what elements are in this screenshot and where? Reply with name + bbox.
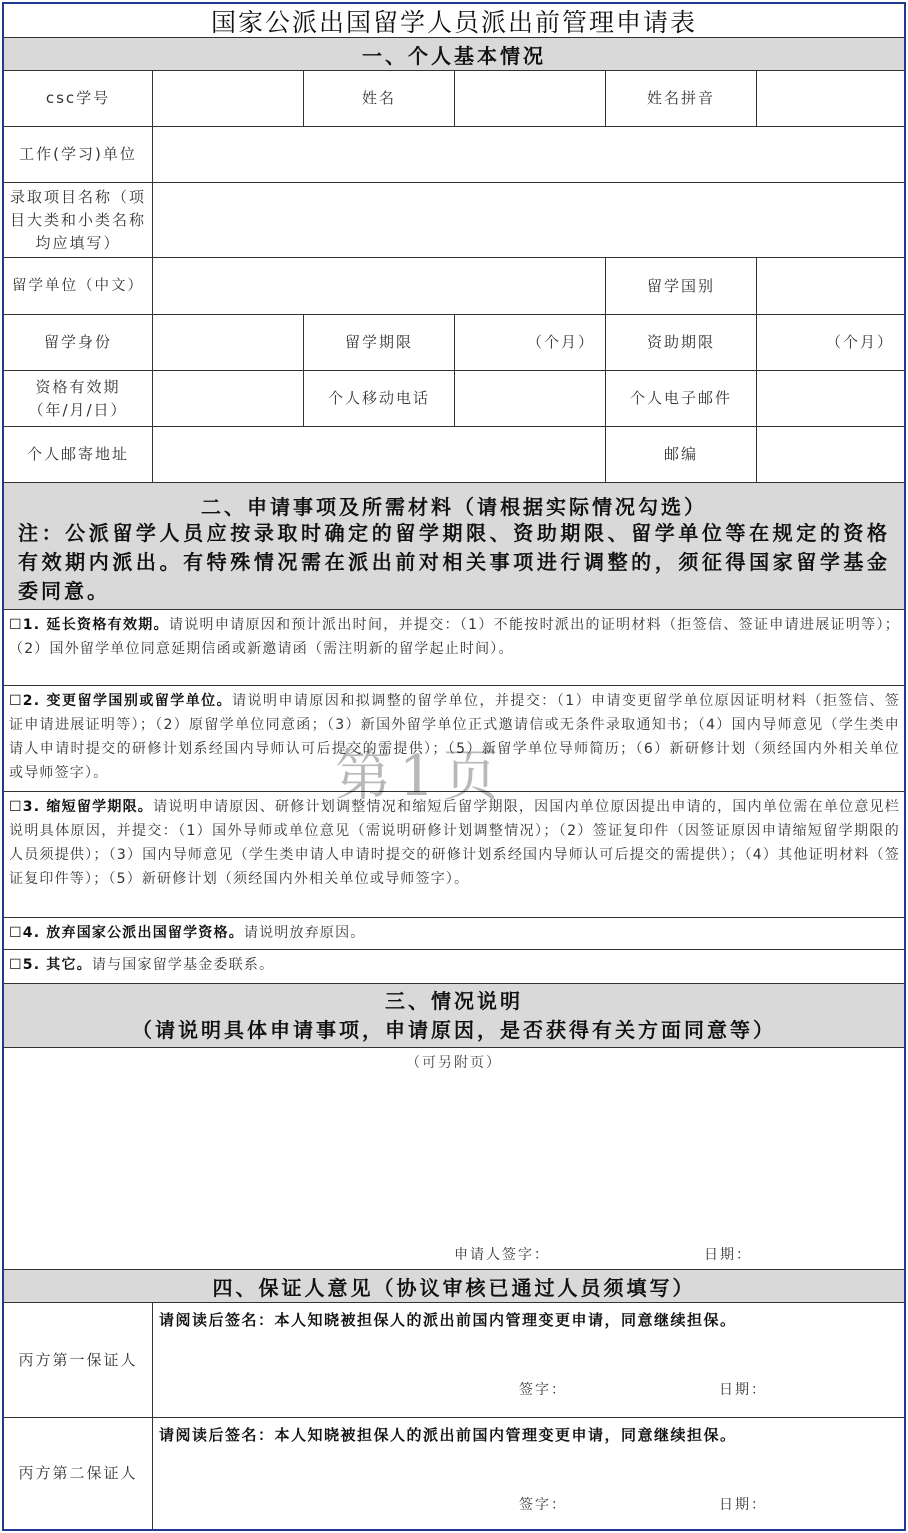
study-status-field[interactable]: [153, 315, 304, 370]
item-change-unit: [2, 686, 906, 792]
mobile-label: 个人移动电话: [304, 371, 455, 426]
work-unit-field[interactable]: [153, 127, 904, 182]
guarantor-1-date-label: 日期：: [719, 1382, 767, 1398]
item-give-up: [2, 918, 906, 950]
section3-header: [2, 984, 906, 1048]
study-period-field[interactable]: （个月）: [455, 315, 606, 370]
checkbox-item-2[interactable]: ☐: [9, 693, 23, 709]
name-label: 姓名: [304, 71, 455, 126]
section4-header: [2, 1270, 906, 1303]
row-periods: [2, 315, 906, 371]
guarantor-2-row: [2, 1418, 906, 1531]
item-extend-validity: [2, 610, 906, 686]
situation-description-area[interactable]: [2, 1048, 906, 1270]
guarantor-1-statement: 请阅读后签名：本人知晓被担保人的派出前国内管理变更申请，同意继续担保。: [159, 1311, 737, 1329]
email-field[interactable]: [757, 371, 904, 426]
section3-header-line1: 三、情况说明: [385, 988, 523, 1013]
item-shorten-period: [2, 792, 906, 918]
section2-header: [2, 483, 906, 610]
applicant-date-label: 日期：: [704, 1247, 752, 1263]
row-study-unit: [2, 258, 906, 315]
guarantor-2-sign-label: 签字：: [519, 1497, 567, 1513]
checkbox-item-4[interactable]: ☐: [9, 925, 23, 941]
checkbox-item-5[interactable]: ☐: [9, 957, 23, 973]
postcode-label: 邮编: [606, 427, 757, 482]
guarantor-1-area[interactable]: [153, 1303, 904, 1417]
item-3-title: 3. 缩短留学期限。: [22, 799, 154, 815]
page-watermark: 第1页: [335, 744, 507, 809]
csc-id-field[interactable]: [153, 71, 304, 126]
checkbox-item-3[interactable]: ☐: [9, 799, 23, 815]
qualification-valid-label: 资格有效期（年/月/日）: [4, 371, 153, 426]
row-contact: [2, 371, 906, 427]
name-field[interactable]: [455, 71, 606, 126]
form-title: 国家公派出国留学人员派出前管理申请表: [2, 2, 906, 38]
csc-id-label: csc学号: [4, 71, 153, 126]
study-country-field[interactable]: [757, 258, 904, 314]
postcode-field[interactable]: [757, 427, 904, 482]
study-status-label: 留学身份: [4, 315, 153, 370]
applicant-sign-label: 申请人签字：: [454, 1247, 550, 1263]
guarantor-2-date-label: 日期：: [719, 1497, 767, 1513]
row-work-unit: [2, 127, 906, 183]
study-unit-field[interactable]: [153, 258, 606, 314]
address-label: 个人邮寄地址: [4, 427, 153, 482]
program-name-label: 录取项目名称（项目大类和小类名称均应填写）: [4, 183, 153, 257]
row-program: [2, 183, 906, 258]
item-4-title: 4. 放弃国家公派出国留学资格。: [22, 925, 244, 941]
section4-header-text: 四、保证人意见（协议审核已通过人员须填写）: [212, 1275, 696, 1300]
attach-note: （可另附页）: [406, 1055, 502, 1071]
guarantor-2-label: 丙方第二保证人: [4, 1418, 153, 1529]
mobile-field[interactable]: [455, 371, 606, 426]
item-2-title: 2. 变更留学国别或留学单位。: [22, 693, 233, 709]
guarantor-2-area[interactable]: [153, 1418, 904, 1529]
checkbox-item-1[interactable]: ☐: [9, 617, 23, 633]
item-4-desc: 请说明放弃原因。: [243, 925, 366, 941]
item-5-title: 5. 其它。: [22, 957, 92, 973]
item-2-desc: 请说明申请原因和拟调整的留学单位，并提交：（1）申请变更留学单位原因证明材料（拒签信、签证申请进展证明等）；（2）原留学单位同意函；（3）新国外留学单位正式邀请信或无条件录取通知书；（4）国内导师意见（学生类申请人申请时提交的研修计划系经国内导师认可后提交的需提供）；（5）新留学单位导师简历；（6）新研修计划（须经国内外相关单位或导师签字）。: [9, 693, 900, 781]
item-3-text: [4, 792, 904, 891]
guarantor-1-row: [2, 1303, 906, 1418]
guarantor-1-sign-label: 签字：: [519, 1382, 567, 1398]
row-address: [2, 427, 906, 483]
email-label: 个人电子邮件: [606, 371, 757, 426]
item-4-text: [4, 918, 904, 945]
section2-note: 注：公派留学人员应按录取时确定的留学期限、资助期限、留学单位等在规定的资格有效期内派出。有特殊情况需在派出前对相关事项进行调整的，须征得国家留学基金委同意。: [18, 521, 890, 603]
item-2-text: [4, 686, 904, 785]
item-5-desc: 请与国家留学基金委联系。: [91, 957, 275, 973]
study-unit-label: 留学单位（中文）: [4, 258, 153, 314]
item-3-desc: 请说明申请原因、研修计划调整情况和缩短后留学期限，因国内单位原因提出申请的，国内单位需在单位意见栏说明具体原因，并提交：（1）国外导师或单位意见（需说明研修计划调整情况）；（2）签证复印件（因签证原因申请缩短留学期限的人员须提供）；（3）国内导师意见（学生类申请人申请时提交的研修计划系经国内导师认可后提交的需提供）；（4）其他证明材料（签证复印件等）；（5）新研修计划（须经国内外相关单位或导师签字）。: [9, 799, 901, 887]
guarantor-2-statement: 请阅读后签名：本人知晓被担保人的派出前国内管理变更申请，同意继续担保。: [159, 1426, 737, 1444]
item-1-text: [4, 610, 904, 661]
guarantor-1-label: 丙方第一保证人: [4, 1303, 153, 1417]
study-period-label: 留学期限: [304, 315, 455, 370]
section3-header-line2: （请说明具体申请事项，申请原因，是否获得有关方面同意等）: [132, 1017, 776, 1042]
study-country-label: 留学国别: [606, 258, 757, 314]
name-pinyin-field[interactable]: [757, 71, 904, 126]
funding-period-field[interactable]: （个月）: [825, 333, 894, 351]
item-other: [2, 950, 906, 984]
address-field[interactable]: [153, 427, 606, 482]
item-5-text: [4, 950, 904, 977]
section2-header-text: 二、申请事项及所需材料（请根据实际情况勾选）: [201, 494, 707, 519]
item-1-desc: 请说明申请原因和预计派出时间，并提交：（1）不能按时派出的证明材料（拒签信、签证申请进展证明等）；（2）国外留学单位同意延期信函或新邀请函（需注明新的留学起止时间）。: [9, 617, 900, 657]
name-pinyin-label: 姓名拼音: [606, 71, 757, 126]
section1-header-text: 一、个人基本情况: [362, 43, 546, 68]
section1-header: [2, 38, 906, 71]
funding-period-label: 资助期限: [606, 315, 757, 370]
item-1-title: 1. 延长资格有效期。: [22, 617, 169, 633]
qualification-valid-field[interactable]: [153, 371, 304, 426]
row-id-name: [2, 71, 906, 127]
program-name-field[interactable]: [153, 183, 904, 257]
work-unit-label: 工作(学习)单位: [4, 127, 153, 182]
